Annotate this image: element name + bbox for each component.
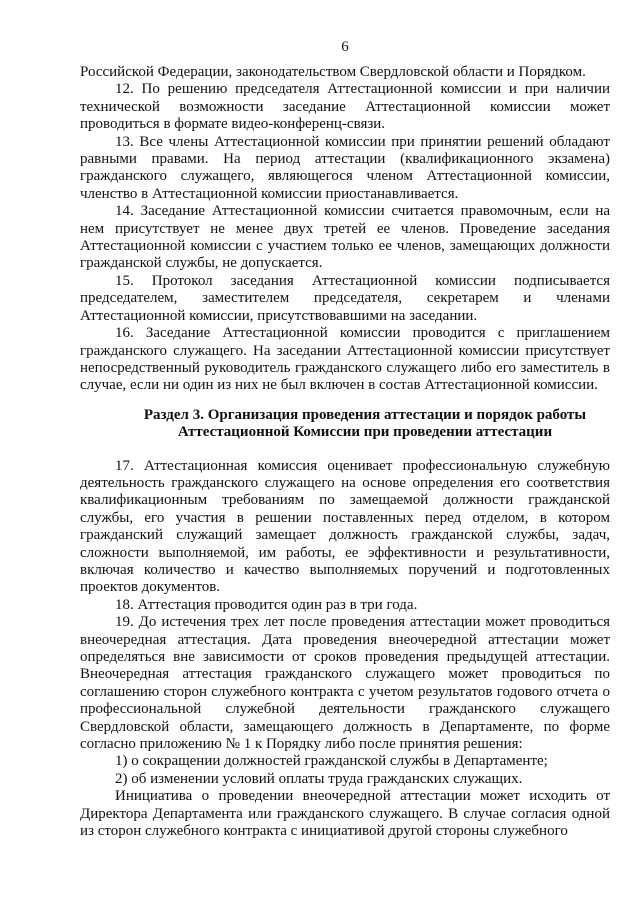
section-3-heading [80,407,610,442]
paragraph-13: 13. Все члены Аттестационной комиссии при принятии решений обладают равными правами. На период аттестации (квалификационного экзамена) гражданского служащего, являющегося членом Аттестационной комиссии, членство в Аттестационной комиссии приостанавливается. [80,133,610,202]
paragraph-19-item-1: 1) о сокращении должностей гражданской службы в Департаменте; [115,753,548,770]
page-number: 6 [341,39,349,55]
paragraph-19-item-2: 2) об изменении условий оплаты труда гражданских служащих. [115,770,523,787]
paragraph-15: 15. Протокол заседания Аттестационной комиссии подписывается председателем, заместителем председателя, секретарем и членами Аттестационной комиссии, присутствовавшими на заседании. [80,272,610,324]
paragraph-17: 17. Аттестационная комиссия оценивает профессиональную служебную деятельность гражданского служащего на основе определения его соответствия квалификационным требованиям по замещаемой должности гражданской службы, его участия в решении поставленных перед отделом, в котором гражданский служащий замещает должность гражданской службы, задач, сложности выполняемой, им работы, ее эффективности и результативности, включая количество и качество выполняемых поручений и подготовленных проектов документов. [80,457,610,596]
section-heading-line-2: Аттестационной Комиссии при проведении аттестации [177,424,553,441]
document-page [80,38,610,840]
section-heading-line-1: Раздел 3. Организация проведения аттестации и порядок работы [143,406,587,423]
paragraph-continuation: Российской Федерации, законодательством Свердловской области и Порядком. [80,64,586,80]
paragraph-19: 19. До истечения трех лет после проведения аттестации может проводиться внеочередная аттестация. Дата проведения внеочередной аттестации может определяться вне зависимости от сроков проведения предыдущей аттестации. Внеочередная аттестация гражданского служащего может проводиться по соглашению сторон служебного контракта с учетом результатов годового отчета о профессиональной служебной деятельности гражданского служащего Свердловской области, замещающего должность в Департаменте, по форме согласно приложению № 1 к Порядку либо после принятия решения: [80,614,610,753]
paragraph-initiative: Инициатива о проведении внеочередной аттестации может исходить от Директора Департамента или гражданского служащего. В случае согласия одной из сторон служебного контракта с инициативой другой стороны служебного [80,788,610,840]
paragraph-18: 18. Аттестация проводится один раз в три года. [115,596,418,613]
paragraph-14: 14. Заседание Аттестационной комиссии считается правомочным, если на нем присутствует не менее двух третей ее членов. Проведение заседания Аттестационной комиссии с участием только ее членов, замещающих должности гражданской службы, не допускается. [80,203,610,272]
paragraph-12: 12. По решению председателя Аттестационной комиссии и при наличии технической возможности заседание Аттестационной комиссии может проводиться в формате видео-конференц-связи. [80,81,610,133]
paragraph-16: 16. Заседание Аттестационной комиссии проводится с приглашением гражданского служащего. На заседании Аттестационной комиссии присутствует непосредственный руководитель гражданского служащего либо его заместитель в случае, если ни один из них не был включен в состав Аттестационной комиссии. [80,325,610,394]
